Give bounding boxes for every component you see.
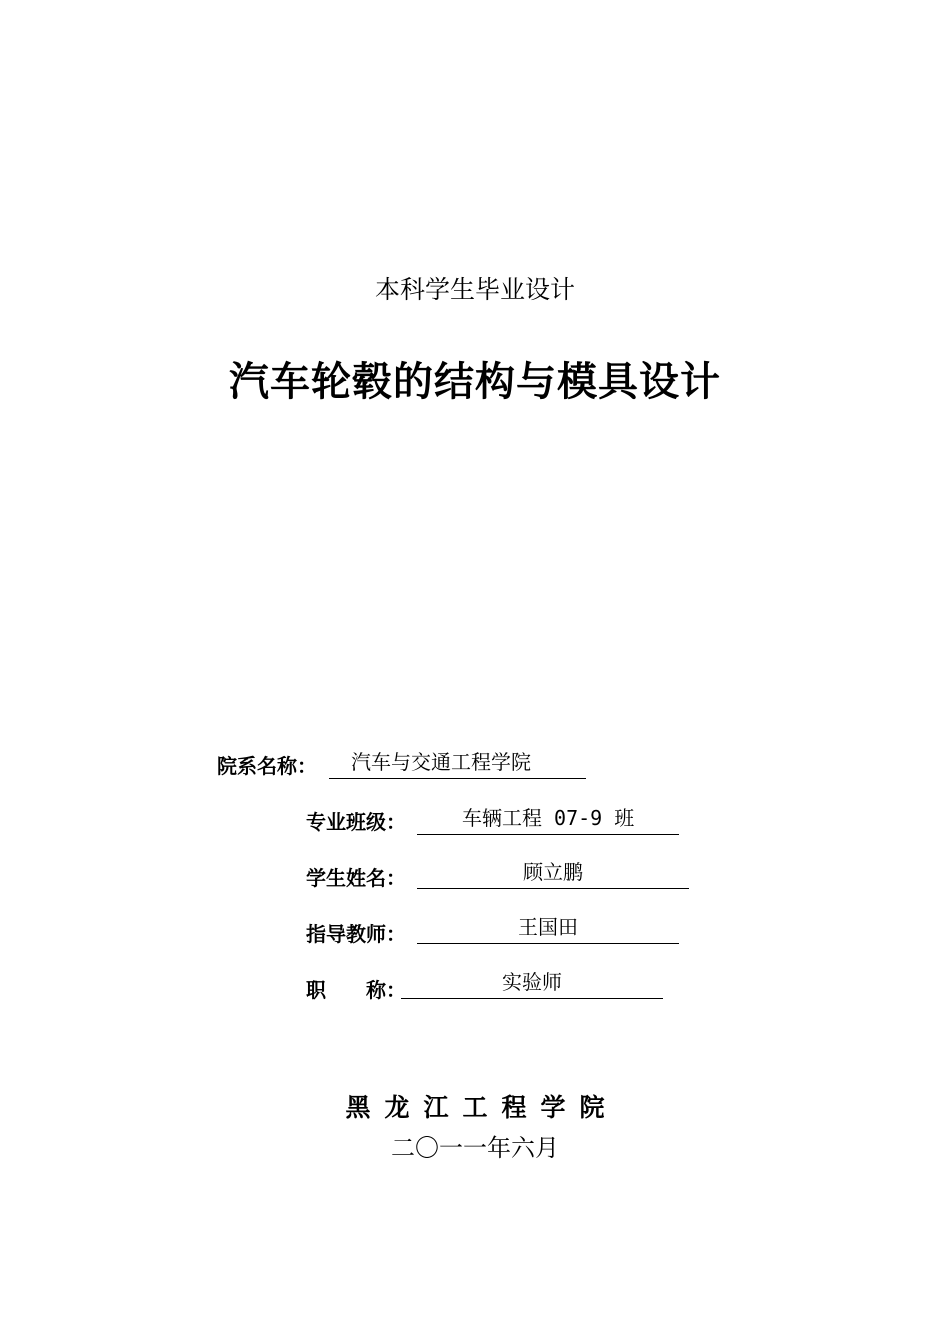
document-type-subtitle: 本科学生毕业设计 — [374, 275, 575, 304]
class-value: 车辆工程 07-9 班 — [462, 806, 635, 830]
department-line — [329, 750, 586, 779]
class-label: 专业班级： — [306, 810, 406, 834]
advisor-line — [417, 915, 679, 944]
student-name-label: 学生姓名： — [306, 866, 406, 890]
rank-line — [401, 970, 663, 999]
student-name-value: 顾立鹏 — [523, 860, 583, 884]
thesis-title: 汽车轮毂的结构与模具设计 — [229, 358, 721, 405]
rank-value: 实验师 — [502, 970, 562, 994]
school-name: 黑龙江工程学院 — [345, 1093, 619, 1122]
rank-label: 职 称： — [306, 978, 406, 1002]
completion-date: 二〇一一年六月 — [391, 1134, 559, 1162]
department-value: 汽车与交通工程学院 — [351, 750, 531, 774]
student-name-line — [417, 860, 689, 889]
advisor-value: 王国田 — [518, 915, 578, 939]
department-label: 院系名称： — [217, 754, 317, 778]
class-line — [417, 806, 679, 835]
advisor-label: 指导教师： — [306, 922, 406, 946]
